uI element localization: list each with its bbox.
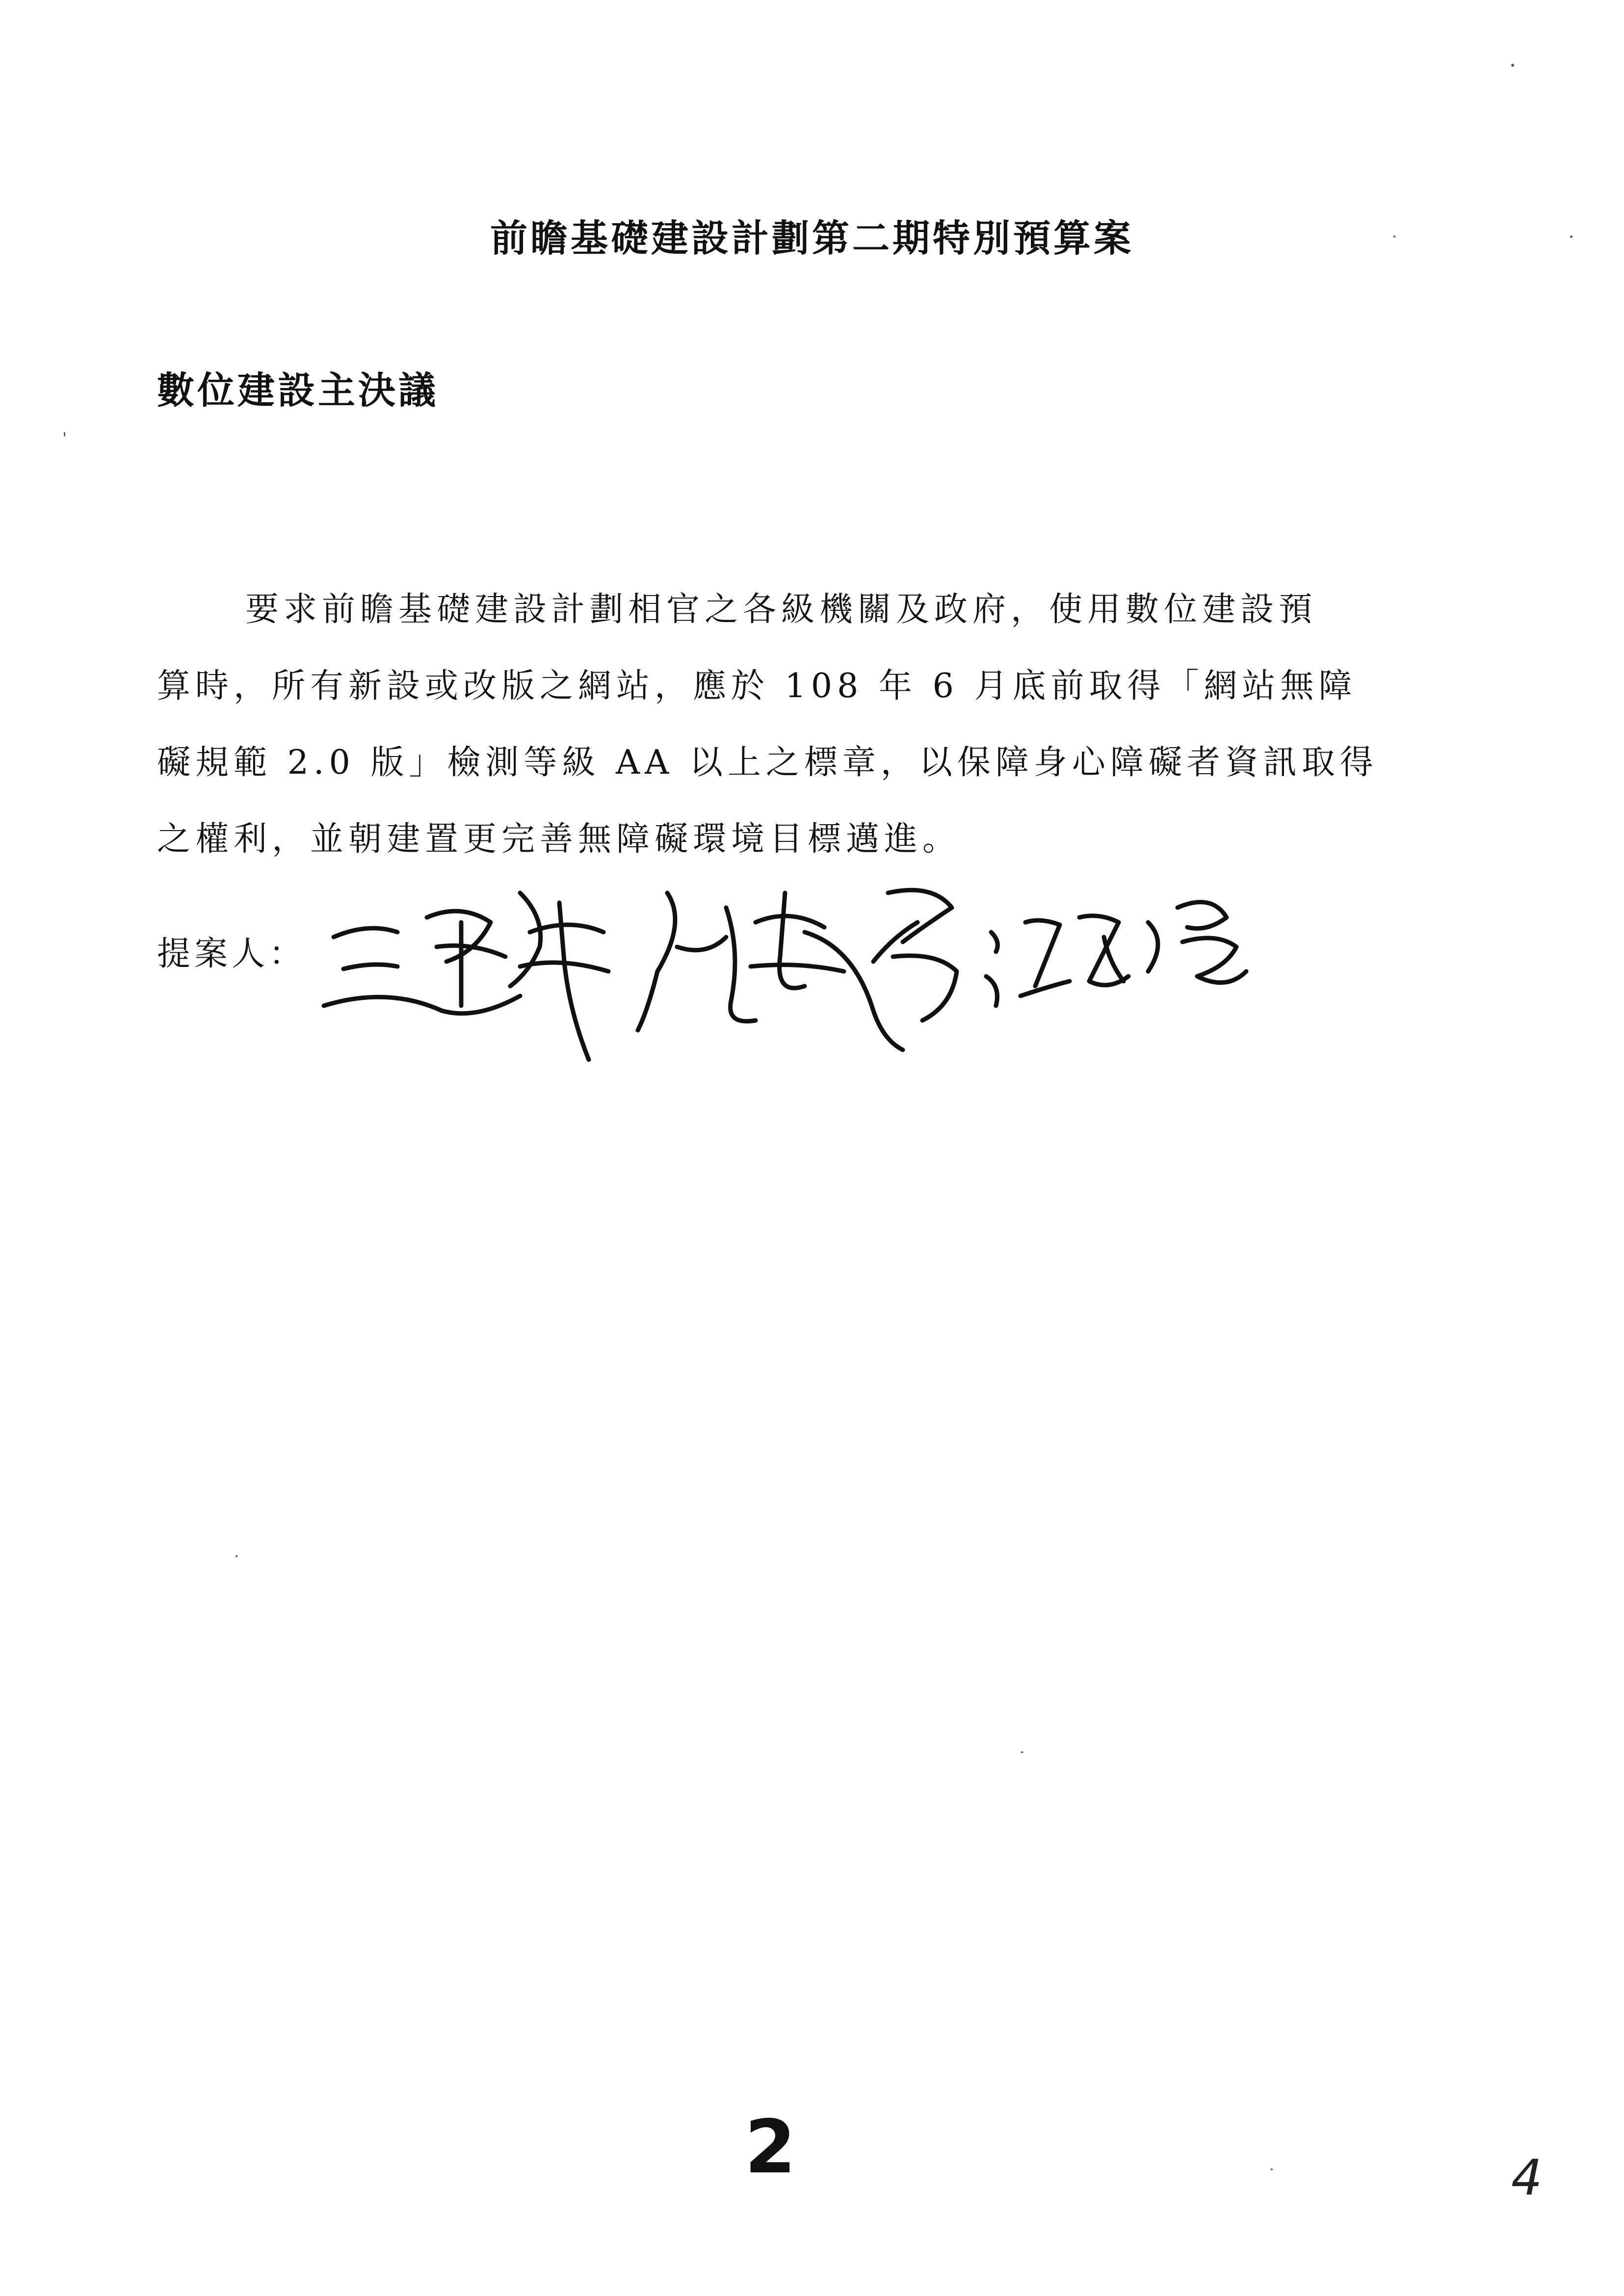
- scan-speck: [1021, 1751, 1023, 1753]
- scan-speck: [236, 1555, 237, 1557]
- document-title: 前瞻基礎建設計劃第二期特別預算案: [490, 216, 1134, 260]
- body-line: 礙規範 2.0 版」檢測等級 AA 以上之標章，以保障身心障礙者資訊取得: [157, 743, 1378, 782]
- body-line: 算時，所有新設或改版之網站，應於 108 年 6 月底前取得「網站無障: [157, 667, 1357, 705]
- page-number: 2: [744, 2105, 796, 2190]
- scan-speck: [1271, 2168, 1273, 2170]
- body-line: 要求前瞻基礎建設計劃相官之各級機關及政府，使用數位建設預: [245, 590, 1317, 629]
- scan-speck: [64, 432, 65, 437]
- scan-speck: [1570, 235, 1572, 238]
- resolution-body: [157, 572, 1501, 878]
- proposer-label: 提案人：: [157, 935, 307, 973]
- handwritten-signatures: [314, 863, 1295, 1084]
- scan-speck: [1511, 64, 1514, 67]
- handwritten-page-mark: 4: [1511, 2149, 1543, 2206]
- section-heading: 數位建設主決議: [157, 368, 439, 412]
- body-line: 之權利，並朝建置更完善無障礙環境目標邁進。: [157, 820, 961, 859]
- scan-speck: [1393, 235, 1395, 237]
